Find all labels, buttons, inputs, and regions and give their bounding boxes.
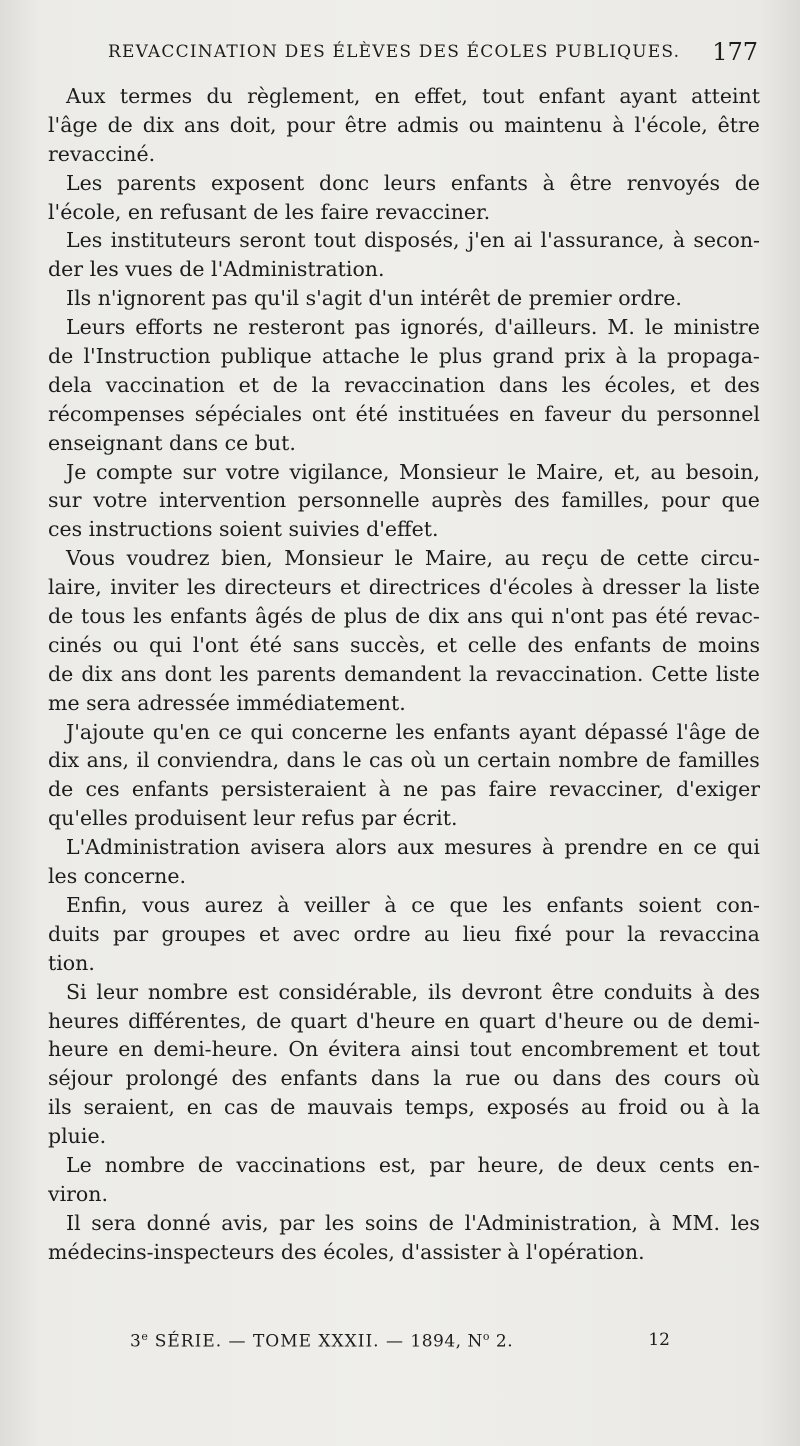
text-line: L'Administration avisera alors aux mesures à prendre en ce qui [66, 835, 760, 860]
paragraph [48, 1151, 760, 1209]
text-line: de dix ans dont les parents demandent la revaccination. Cette liste [48, 661, 760, 686]
paragraph [48, 169, 760, 227]
text-line: viron. [48, 1181, 108, 1206]
text-line: dela vaccination et de la revaccination dans les écoles, et des [48, 372, 760, 397]
paragraph [48, 833, 760, 891]
text-line: J'ajoute qu'en ce qui concerne les enfants ayant dépassé l'âge de [66, 719, 760, 744]
text-line: revacciné. [48, 141, 156, 166]
text-line: heure en demi-heure. On évitera ainsi tout encombrement et tout [48, 1037, 760, 1062]
text-line: Le nombre de vaccinations est, par heure, de deux cents en- [66, 1152, 760, 1177]
text-line: récompenses sépéciales ont été instituées en faveur du personnel [48, 401, 760, 426]
text-line: l'âge de dix ans doit, pour être admis ou maintenu à l'école, être [48, 112, 760, 137]
paragraph [48, 313, 760, 457]
paragraph [48, 82, 760, 169]
text-line: Il sera donné avis, par les soins de l'Administration, à MM. les [66, 1210, 760, 1235]
signature-footer [130, 1330, 670, 1360]
text-line: Ils n'ignorent pas qu'il s'agit d'un intérêt de premier ordre. [66, 286, 682, 311]
text-line: der les vues de l'Administration. [48, 257, 385, 282]
text-line: pluie. [48, 1124, 107, 1149]
text-line: médecins-inspecteurs des écoles, d'assister à l'opération. [48, 1239, 645, 1264]
text-line: Je compte sur votre vigilance, Monsieur le Maire, et, au besoin, [66, 459, 760, 484]
text-line: dix ans, il conviendra, dans le cas où un certain nombre de familles [48, 748, 760, 773]
text-line: cinés ou qui l'ont été sans succès, et celle des enfants de moins [48, 632, 760, 657]
paragraph [48, 544, 760, 717]
text-line: Enfin, vous aurez à veiller à ce que les enfants soient con- [66, 892, 760, 917]
text-line: ils seraient, en cas de mauvais temps, exposés au froid ou à la [48, 1095, 760, 1120]
text-line: Les parents exposent donc leurs enfants à être renvoyés de [66, 170, 760, 195]
text-line: Si leur nombre est considérable, ils devront être conduits à des [66, 979, 760, 1004]
paragraph [48, 1209, 760, 1267]
text-line: de l'Instruction publique attache le plus grand prix à la propaga- [48, 344, 760, 369]
paragraph [48, 718, 760, 834]
text-line: sur votre intervention personnelle auprès des familles, pour que [48, 488, 760, 513]
text-line: séjour prolongé des enfants dans la rue ou dans des cours où [48, 1066, 760, 1091]
paragraph [48, 226, 760, 284]
text-line: de ces enfants persisteraient à ne pas faire revacciner, d'exiger [48, 777, 760, 802]
text-line: tion. [48, 950, 95, 975]
text-line: me sera adressée immédiatement. [48, 690, 406, 715]
text-line: laire, inviter les directeurs et directrices d'écoles à dresser la liste [48, 575, 760, 600]
text-line: de tous les enfants âgés de plus de dix ans qui n'ont pas été revac- [48, 604, 760, 629]
text-line: enseignant dans ce but. [48, 430, 296, 455]
text-line: les concerne. [48, 864, 187, 889]
body-text [48, 82, 760, 1267]
text-line: heures différentes, de quart d'heure en quart d'heure ou de demi- [48, 1008, 760, 1033]
text-line: l'école, en refusant de les faire revacciner. [48, 199, 491, 224]
text-line: qu'elles produisent leur refus par écrit. [48, 806, 458, 831]
running-header [108, 38, 758, 72]
text-line: ces instructions soient suivies d'effet. [48, 517, 439, 542]
text-line: Leurs efforts ne resteront pas ignorés, d'ailleurs. M. le ministre [66, 315, 760, 340]
paragraph [48, 978, 760, 1151]
paragraph [48, 284, 760, 313]
text-line: Aux termes du règlement, en effet, tout enfant ayant atteint [66, 84, 760, 108]
text-line: Vous voudrez bien, Monsieur le Maire, au reçu de cette circu- [66, 546, 760, 571]
text-line: Les instituteurs seront tout disposés, j'en ai l'assurance, à secon- [66, 228, 760, 253]
text-line: duits par groupes et avec ordre au lieu fixé pour la revaccina [48, 921, 760, 946]
page-number: 177 [712, 38, 758, 66]
sheet-number: 12 [648, 1330, 670, 1350]
running-title: REVACCINATION DES ÉLÈVES DES ÉCOLES PUBLIQUES. [108, 42, 681, 62]
paragraph [48, 458, 760, 545]
signature-mark: 3e SÉRIE. — TOME XXXII. — 1894, $N^o$ 2. [130, 1330, 514, 1352]
paragraph [48, 891, 760, 978]
